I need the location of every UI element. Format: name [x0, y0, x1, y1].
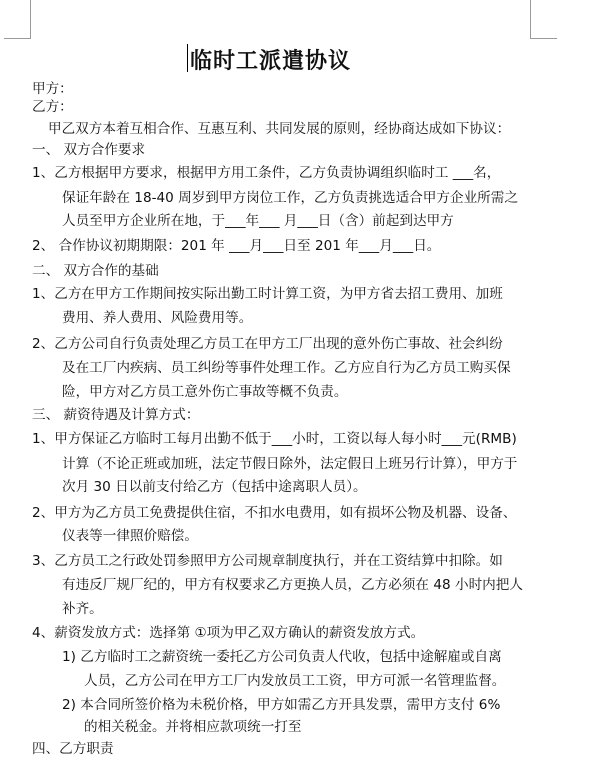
- paragraph-line[interactable]: 1、甲方保证乙方临时工每月出勤不低于___小时，工资以每人每小时___元(RMB): [32, 431, 517, 447]
- text-cursor: [187, 44, 188, 72]
- section-heading-3[interactable]: 三、 薪资待遇及计算方式：: [32, 407, 200, 423]
- document-title[interactable]: 临时工派遣协议: [190, 49, 352, 74]
- paragraph-line[interactable]: 计算（不论正班或加班，法定节假日除外，法定假日上班另行计算），甲方于: [62, 456, 518, 472]
- list-item-line[interactable]: 的相关税金。并将相应款项统一打至: [84, 719, 302, 735]
- paragraph-line[interactable]: 保证年龄在 18-40 周岁到甲方岗位工作，乙方负责挑选适合甲方企业所需之: [62, 190, 518, 206]
- section-heading-1[interactable]: 一、 双方合作要求: [32, 142, 146, 158]
- list-item-line[interactable]: 人员，乙方公司在甲方工厂内发放员工工资，甲方可派一名管理监督。: [84, 673, 506, 689]
- preamble-line[interactable]: 甲乙双方本着互相合作、互惠互利、共同发展的原则，经协商达成如下协议：: [48, 121, 511, 137]
- paragraph-line[interactable]: 次月 30 日以前支付给乙方（包括中途离职人员）。: [62, 479, 367, 495]
- paragraph-line[interactable]: 3、乙方员工之行政处罚参照甲方公司规章制度执行，并在工资结算中扣除。如: [32, 553, 503, 569]
- list-item-line[interactable]: 2) 本合同所签价格为未税价格，甲方如需乙方开具发票，需甲方支付 6%: [62, 697, 501, 713]
- paragraph-line[interactable]: 及在工厂内疾病、员工纠纷等事件处理工作。乙方应自行为乙方员工购买保: [62, 360, 511, 376]
- paragraph-line[interactable]: 2、 合作协议初期期限：201 年 ___月___日至 201 年___月___日。: [32, 238, 441, 254]
- list-item-line[interactable]: 1) 乙方临时工之薪资统一委托乙方公司负责人代收，包括中途解雇或自离: [62, 649, 502, 665]
- paragraph-line[interactable]: 费用、养人费用、风险费用等。: [62, 310, 253, 326]
- party-a-line[interactable]: 甲方：: [32, 81, 73, 97]
- paragraph-line[interactable]: 仪表等一律照价赔偿。: [62, 528, 198, 544]
- paragraph-line[interactable]: 人员至甲方企业所在地，于___年___ 月___日（含）前起到达甲方: [62, 213, 454, 229]
- section-heading-2[interactable]: 二、 双方合作的基础: [32, 263, 159, 279]
- crop-mark-top-left: [4, 0, 31, 39]
- section-heading-4[interactable]: 四、乙方职责: [32, 741, 114, 757]
- paragraph-line[interactable]: 1、乙方在甲方工作期间按实际出勤工时计算工资，为甲方省去招工费用、加班: [32, 286, 503, 302]
- crop-mark-top-right: [530, 0, 557, 39]
- paragraph-line[interactable]: 2、乙方公司自行负责处理乙方员工在甲方工厂出现的意外伤亡事故、社会纠纷: [32, 336, 503, 352]
- paragraph-line[interactable]: 险，甲方对乙方员工意外伤亡事故等概不负责。: [62, 384, 348, 400]
- paragraph-line[interactable]: 4、薪资发放方式：选择第 ①项为甲乙双方确认的薪资发放方式。: [32, 625, 425, 641]
- paragraph-line[interactable]: 1、乙方根据甲方要求，根据甲方用工条件，乙方负责协调组织临时工 ___名，: [32, 165, 501, 181]
- paragraph-line[interactable]: 补齐。: [62, 601, 103, 617]
- paragraph-line[interactable]: 2、甲方为乙方员工免费提供住宿，不扣水电费用，如有损坏公物及机器、设备、: [32, 505, 517, 521]
- paragraph-line[interactable]: 有违反厂规厂纪的，甲方有权要求乙方更换人员，乙方必须在 48 小时内把人: [62, 577, 523, 593]
- party-b-line[interactable]: 乙方：: [32, 99, 73, 115]
